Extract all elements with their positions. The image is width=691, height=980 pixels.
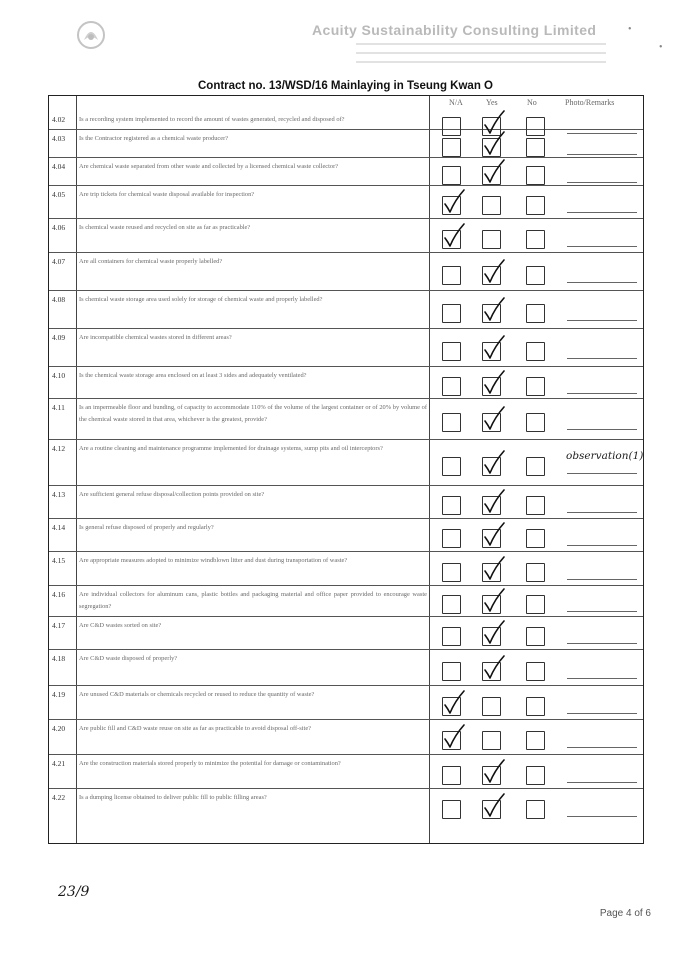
checkbox-no[interactable] — [526, 766, 545, 785]
document-title: Contract no. 13/WSD/16 Mainlaying in Tseung Kwan O — [198, 80, 493, 92]
item-number: 4.19 — [52, 690, 66, 699]
item-number: 4.17 — [52, 621, 66, 630]
table-row — [49, 111, 643, 130]
checkbox-na[interactable] — [442, 496, 461, 515]
checkbox-na[interactable] — [442, 266, 461, 285]
remarks-line[interactable] — [567, 816, 637, 817]
item-number: 4.14 — [52, 523, 66, 532]
checkbox-na[interactable] — [442, 595, 461, 614]
item-number: 4.09 — [52, 333, 66, 342]
table-row — [49, 686, 643, 720]
table-row — [49, 552, 643, 586]
remarks-line[interactable] — [567, 747, 637, 748]
remarks-line[interactable] — [567, 393, 637, 394]
checkbox-no[interactable] — [526, 457, 545, 476]
remarks-line[interactable] — [567, 512, 637, 513]
item-number: 4.21 — [52, 759, 66, 768]
table-row — [49, 617, 643, 650]
checkmark-icon — [482, 492, 506, 516]
checkmark-icon — [482, 762, 506, 786]
page-number: Page 4 of 6 — [599, 908, 651, 919]
checkmark-icon — [482, 591, 506, 615]
checkbox-no[interactable] — [526, 304, 545, 323]
item-number: 4.13 — [52, 490, 66, 499]
remarks-line[interactable] — [567, 154, 637, 155]
checkbox-yes[interactable] — [482, 413, 501, 432]
checkmark-icon — [442, 192, 466, 216]
item-number: 4.12 — [52, 444, 66, 453]
company-logo-icon — [76, 20, 106, 50]
table-row — [49, 367, 643, 399]
checkbox-yes[interactable] — [482, 563, 501, 582]
remarks-line[interactable] — [567, 212, 637, 213]
item-question: Is an impermeable floor and bunding, of capacity to accommodate 110% of the volume of the largest container or of 20% by volume of the chemical waste stored in that area, whichever is the greatest, provide? — [79, 404, 427, 423]
item-number: 4.04 — [52, 162, 66, 171]
item-number: 4.18 — [52, 654, 66, 663]
checkbox-na[interactable] — [442, 304, 461, 323]
item-question: Is the Contractor registered as a chemical waste producer? — [79, 135, 229, 142]
item-number: 4.03 — [52, 134, 66, 143]
handwritten-date: 23/9 — [58, 884, 90, 900]
checkbox-no[interactable] — [526, 196, 545, 215]
table-row — [49, 486, 643, 519]
handwritten-remark: observation(1) — [566, 450, 644, 462]
checkbox-na[interactable] — [442, 413, 461, 432]
table-row — [49, 219, 643, 253]
remarks-line[interactable] — [567, 246, 637, 247]
item-question: Are individual collectors for aluminum cans, plastic bottles and packaging material and office paper provided to encourage waste segregation? — [79, 591, 427, 610]
checkmark-icon — [482, 796, 506, 820]
company-address-lines — [356, 43, 606, 65]
checkbox-yes[interactable] — [482, 196, 501, 215]
remarks-line[interactable] — [567, 713, 637, 714]
checkbox-na[interactable] — [442, 138, 461, 157]
header-yes: Yes — [486, 98, 498, 107]
company-name: Acuity Sustainability Consulting Limited — [312, 22, 597, 38]
checkbox-na[interactable] — [442, 662, 461, 681]
remarks-line[interactable] — [567, 611, 637, 612]
checkbox-yes[interactable] — [482, 166, 501, 185]
table-row — [49, 291, 643, 329]
checkbox-na[interactable] — [442, 800, 461, 819]
checkbox-yes[interactable] — [482, 304, 501, 323]
checkbox-no[interactable] — [526, 230, 545, 249]
remarks-line[interactable] — [567, 182, 637, 183]
checkbox-na[interactable] — [442, 230, 461, 249]
checkbox-na[interactable] — [442, 563, 461, 582]
header-remarks: Photo/Remarks — [565, 98, 615, 107]
table-row — [49, 399, 643, 440]
checkmark-icon — [442, 693, 466, 717]
item-question: Is a dumping license obtained to deliver public fill to public filling areas? — [79, 794, 267, 801]
speck: • — [628, 24, 632, 35]
checkbox-no[interactable] — [526, 342, 545, 361]
remarks-line[interactable] — [567, 320, 637, 321]
checkbox-na[interactable] — [442, 377, 461, 396]
checkbox-no[interactable] — [526, 595, 545, 614]
checkmark-icon — [482, 162, 506, 186]
checkbox-no[interactable] — [526, 413, 545, 432]
item-question: Are incompatible chemical wastes stored in different areas? — [79, 334, 232, 341]
checkbox-no[interactable] — [526, 138, 545, 157]
header-no: No — [527, 98, 537, 107]
item-question: Are trip tickets for chemical waste disposal available for inspection? — [79, 191, 255, 198]
item-number: 4.05 — [52, 190, 66, 199]
table-row — [49, 586, 643, 617]
remarks-line[interactable] — [567, 429, 637, 430]
checkbox-yes[interactable] — [482, 662, 501, 681]
checkmark-icon — [482, 658, 506, 682]
item-number: 4.11 — [52, 403, 65, 412]
item-number: 4.10 — [52, 371, 66, 380]
checkbox-no[interactable] — [526, 166, 545, 185]
checkbox-na[interactable] — [442, 196, 461, 215]
item-number: 4.20 — [52, 724, 66, 733]
checkbox-na[interactable] — [442, 697, 461, 716]
item-question: Are appropriate measures adopted to minimize windblown litter and dust during transportation of waste? — [79, 557, 348, 564]
table-row — [49, 329, 643, 367]
item-question: Are sufficient general refuse disposal/collection points provided on site? — [79, 491, 265, 498]
remarks-line[interactable] — [567, 643, 637, 644]
item-number: 4.02 — [52, 115, 66, 124]
checkbox-na[interactable] — [442, 529, 461, 548]
checkbox-no[interactable] — [526, 563, 545, 582]
table-row — [49, 130, 643, 158]
checkbox-yes[interactable] — [482, 377, 501, 396]
checkbox-no[interactable] — [526, 662, 545, 681]
checkbox-yes[interactable] — [482, 266, 501, 285]
remarks-line[interactable] — [567, 782, 637, 783]
item-number: 4.08 — [52, 295, 66, 304]
item-question: Are C&D wastes sorted on site? — [79, 622, 162, 629]
remarks-line[interactable] — [567, 358, 637, 359]
checkbox-yes[interactable] — [482, 595, 501, 614]
table-row — [49, 440, 643, 486]
checkmark-icon — [482, 262, 506, 286]
checkbox-no[interactable] — [526, 377, 545, 396]
table-row — [49, 186, 643, 219]
remarks-line[interactable] — [567, 678, 637, 679]
remarks-line[interactable] — [567, 545, 637, 546]
checkmark-icon — [482, 559, 506, 583]
table-row — [49, 158, 643, 186]
checkbox-na[interactable] — [442, 766, 461, 785]
item-number: 4.22 — [52, 793, 66, 802]
checkbox-no[interactable] — [526, 627, 545, 646]
item-question: Are unused C&D materials or chemicals recycled or reused to reduce the quantity of waste? — [79, 691, 315, 698]
item-question: Is a recording system implemented to record the amount of wastes generated, recycled and disposed of? — [79, 116, 345, 123]
checkbox-no[interactable] — [526, 496, 545, 515]
checkbox-na[interactable] — [442, 731, 461, 750]
checkmark-icon — [482, 338, 506, 362]
item-question: Is the chemical waste storage area enclosed on at least 3 sides and adequately ventilated? — [79, 372, 307, 379]
table-row — [49, 253, 643, 291]
checkbox-na[interactable] — [442, 457, 461, 476]
item-question: Are public fill and C&D waste reuse on site as far as practicable to avoid disposal off-site? — [79, 725, 312, 732]
checkmark-icon — [482, 453, 506, 477]
table-row — [49, 519, 643, 552]
item-question: Is chemical waste reused and recycled on site as far as practicable? — [79, 224, 251, 231]
checkbox-yes[interactable] — [482, 457, 501, 476]
table-row — [49, 789, 643, 823]
item-question: Are C&D waste disposed of properly? — [79, 655, 178, 662]
table-row — [49, 720, 643, 755]
item-question: Are a routine cleaning and maintenance programme implemented for drainage systems, sump pits and oil interceptors? — [79, 445, 383, 452]
table-row — [49, 650, 643, 686]
checkbox-no[interactable] — [526, 800, 545, 819]
header-na: N/A — [449, 98, 463, 107]
checkbox-yes[interactable] — [482, 529, 501, 548]
checkmark-icon — [482, 134, 506, 158]
checkmark-icon — [442, 727, 466, 751]
checkbox-no[interactable] — [526, 529, 545, 548]
table-row — [49, 755, 643, 789]
checkbox-na[interactable] — [442, 166, 461, 185]
checklist-table — [48, 95, 644, 844]
checkbox-na[interactable] — [442, 342, 461, 361]
checkmark-icon — [482, 525, 506, 549]
checkbox-yes[interactable] — [482, 342, 501, 361]
checkbox-yes[interactable] — [482, 731, 501, 750]
remarks-line[interactable] — [567, 282, 637, 283]
checkmark-icon — [482, 409, 506, 433]
checkbox-na[interactable] — [442, 627, 461, 646]
item-question: Are chemical waste separated from other waste and collected by a licensed chemical waste collector? — [79, 163, 339, 170]
item-question: Are all containers for chemical waste properly labelled? — [79, 258, 223, 265]
checkmark-icon — [482, 373, 506, 397]
checkbox-yes[interactable] — [482, 496, 501, 515]
item-question: Are the construction materials stored properly to minimize the potential for damage or contamination? — [79, 760, 341, 767]
remarks-line[interactable] — [567, 473, 637, 474]
checkbox-yes[interactable] — [482, 800, 501, 819]
checkbox-no[interactable] — [526, 731, 545, 750]
item-number: 4.16 — [52, 590, 66, 599]
item-question: Is chemical waste storage area used solely for storage of chemical waste and properly labelled? — [79, 296, 323, 303]
checkbox-no[interactable] — [526, 697, 545, 716]
checkbox-no[interactable] — [526, 266, 545, 285]
checkmark-icon — [482, 623, 506, 647]
checkbox-yes[interactable] — [482, 627, 501, 646]
checkbox-yes[interactable] — [482, 766, 501, 785]
checkbox-yes[interactable] — [482, 230, 501, 249]
checkbox-yes[interactable] — [482, 697, 501, 716]
checkmark-icon — [482, 300, 506, 324]
checkmark-icon — [442, 226, 466, 250]
item-number: 4.15 — [52, 556, 66, 565]
remarks-line[interactable] — [567, 579, 637, 580]
item-number: 4.06 — [52, 223, 66, 232]
checkbox-yes[interactable] — [482, 138, 501, 157]
speck: • — [659, 42, 663, 53]
item-question: Is general refuse disposed of properly and regularly? — [79, 524, 214, 531]
item-number: 4.07 — [52, 257, 66, 266]
